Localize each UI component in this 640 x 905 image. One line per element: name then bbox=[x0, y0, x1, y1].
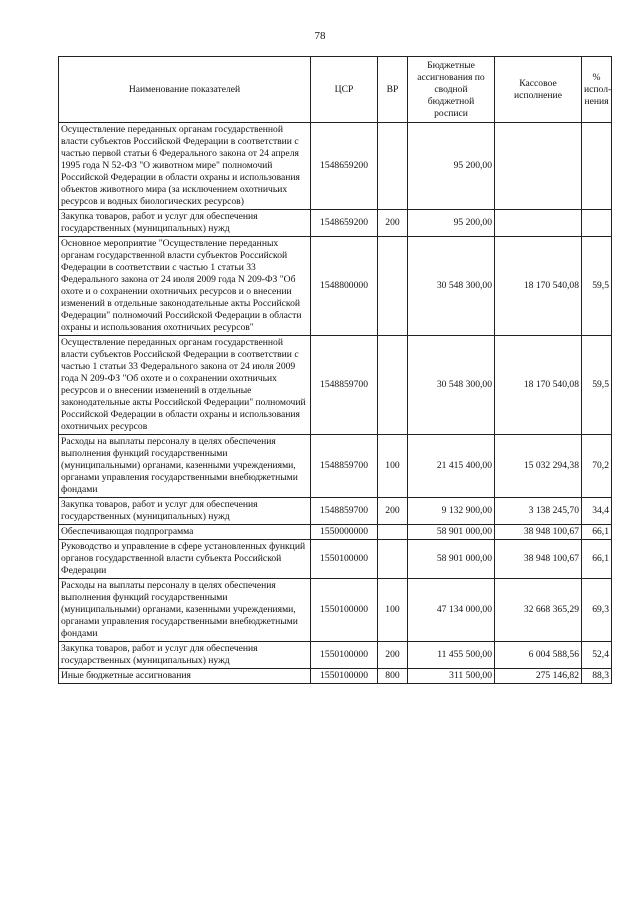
row-cash: 38 948 100,67 bbox=[495, 540, 582, 579]
row-cash: 275 146,82 bbox=[495, 669, 582, 684]
row-csr: 1548859700 bbox=[311, 435, 378, 498]
row-budget: 95 200,00 bbox=[408, 123, 495, 210]
row-name: Руководство и управление в сфере установленных функций органов государственной власти субъекта Российской Федерации bbox=[59, 540, 311, 579]
row-name: Расходы на выплаты персоналу в целях обеспечения выполнения функций государственными (муниципальными) органами, казенными учреждениями, органами управления государственными внебюджетными фондами bbox=[59, 435, 311, 498]
header-vr: ВР bbox=[378, 57, 408, 123]
table-row bbox=[59, 642, 612, 669]
row-cash: 32 668 365,29 bbox=[495, 579, 582, 642]
row-csr: 1548659200 bbox=[311, 123, 378, 210]
row-vr: 100 bbox=[378, 579, 408, 642]
table-row bbox=[59, 525, 612, 540]
row-csr: 1550100000 bbox=[311, 669, 378, 684]
row-vr bbox=[378, 525, 408, 540]
row-csr: 1550100000 bbox=[311, 579, 378, 642]
row-name: Расходы на выплаты персоналу в целях обеспечения выполнения функций государственными (муниципальными) органами, казенными учреждениями, органами управления государственными внебюджетными фондами bbox=[59, 579, 311, 642]
row-vr: 200 bbox=[378, 498, 408, 525]
table-row bbox=[59, 540, 612, 579]
row-cash: 3 138 245,70 bbox=[495, 498, 582, 525]
row-pct bbox=[582, 210, 612, 237]
row-vr: 200 bbox=[378, 642, 408, 669]
row-budget: 58 901 000,00 bbox=[408, 540, 495, 579]
row-pct: 88,3 bbox=[582, 669, 612, 684]
row-csr: 1548659200 bbox=[311, 210, 378, 237]
row-csr: 1548859700 bbox=[311, 336, 378, 435]
row-csr: 1550100000 bbox=[311, 642, 378, 669]
row-csr: 1548800000 bbox=[311, 237, 378, 336]
row-budget: 30 548 300,00 bbox=[408, 336, 495, 435]
table-row bbox=[59, 579, 612, 642]
row-name: Осуществление переданных органам государственной власти субъектов Российской Федерации в соответствии с частью 1 статьи 33 Федерального закона от 24 июля 2009 года N 209-ФЗ "Об охоте и о сохранении охотничьих ресурсов и о внесении изменений в отдельные законодательные акты Российской Федерации" полномочий Российской Федерации в области охраны и использования охотничьих ресурсов bbox=[59, 336, 311, 435]
header-pct: % испол- нения bbox=[582, 57, 612, 123]
row-pct: 70,2 bbox=[582, 435, 612, 498]
row-cash: 15 032 294,38 bbox=[495, 435, 582, 498]
row-pct: 34,4 bbox=[582, 498, 612, 525]
row-vr bbox=[378, 123, 408, 210]
row-cash bbox=[495, 210, 582, 237]
row-pct: 52,4 bbox=[582, 642, 612, 669]
row-vr bbox=[378, 540, 408, 579]
row-budget: 11 455 500,00 bbox=[408, 642, 495, 669]
table-row bbox=[59, 210, 612, 237]
row-name: Иные бюджетные ассигнования bbox=[59, 669, 311, 684]
row-budget: 58 901 000,00 bbox=[408, 525, 495, 540]
table-row bbox=[59, 336, 612, 435]
row-budget: 9 132 900,00 bbox=[408, 498, 495, 525]
row-vr bbox=[378, 336, 408, 435]
row-vr: 200 bbox=[378, 210, 408, 237]
table-row bbox=[59, 237, 612, 336]
budget-execution-table bbox=[58, 56, 612, 684]
row-cash: 38 948 100,67 bbox=[495, 525, 582, 540]
row-budget: 21 415 400,00 bbox=[408, 435, 495, 498]
row-cash: 18 170 540,08 bbox=[495, 237, 582, 336]
row-vr bbox=[378, 237, 408, 336]
header-csr: ЦСР bbox=[311, 57, 378, 123]
table-header-row bbox=[59, 57, 612, 123]
table-row bbox=[59, 123, 612, 210]
row-vr: 100 bbox=[378, 435, 408, 498]
row-pct: 59,5 bbox=[582, 336, 612, 435]
row-name: Обеспечивающая подпрограмма bbox=[59, 525, 311, 540]
table-row bbox=[59, 669, 612, 684]
page-number: 78 bbox=[314, 30, 326, 42]
table-row bbox=[59, 498, 612, 525]
row-pct: 69,3 bbox=[582, 579, 612, 642]
row-name: Осуществление переданных органам государственной власти субъектов Российской Федерации в соответствии с частью первой статьи 6 Федерального закона от 24 апреля 1995 года N 52-ФЗ "О животном мире" полномочий Российской Федерации в области охраны и использования объектов животного мира (за исключением охотничьих ресурсов и водных биологических ресурсов) bbox=[59, 123, 311, 210]
row-cash: 18 170 540,08 bbox=[495, 336, 582, 435]
row-csr: 1550100000 bbox=[311, 540, 378, 579]
header-name: Наименование показателей bbox=[59, 57, 311, 123]
row-name: Закупка товаров, работ и услуг для обеспечения государственных (муниципальных) нужд bbox=[59, 210, 311, 237]
row-pct: 59,5 bbox=[582, 237, 612, 336]
header-budget: Бюджетные ассигнования по сводной бюджетной росписи bbox=[408, 57, 495, 123]
row-cash bbox=[495, 123, 582, 210]
row-name: Закупка товаров, работ и услуг для обеспечения государственных (муниципальных) нужд bbox=[59, 642, 311, 669]
row-budget: 30 548 300,00 bbox=[408, 237, 495, 336]
header-cash: Кассовое исполнение bbox=[495, 57, 582, 123]
table-row bbox=[59, 435, 612, 498]
row-pct: 66,1 bbox=[582, 525, 612, 540]
row-pct bbox=[582, 123, 612, 210]
row-csr: 1550000000 bbox=[311, 525, 378, 540]
row-csr: 1548859700 bbox=[311, 498, 378, 525]
row-pct: 66,1 bbox=[582, 540, 612, 579]
row-cash: 6 004 588,56 bbox=[495, 642, 582, 669]
row-name: Основное мероприятие "Осуществление переданных органам государственной власти субъектов Российской Федерации в соответствии с частью 1 статьи 33 Федерального закона от 24 июля 2009 года N 209-ФЗ "Об охоте и о сохранении охотничьих ресурсов и о внесении изменений в отдельные законодательные акты Российской Федерации" полномочий Российской Федерации в области охраны и использования охотничьих ресурсов" bbox=[59, 237, 311, 336]
row-vr: 800 bbox=[378, 669, 408, 684]
row-budget: 47 134 000,00 bbox=[408, 579, 495, 642]
row-budget: 95 200,00 bbox=[408, 210, 495, 237]
row-budget: 311 500,00 bbox=[408, 669, 495, 684]
row-name: Закупка товаров, работ и услуг для обеспечения государственных (муниципальных) нужд bbox=[59, 498, 311, 525]
